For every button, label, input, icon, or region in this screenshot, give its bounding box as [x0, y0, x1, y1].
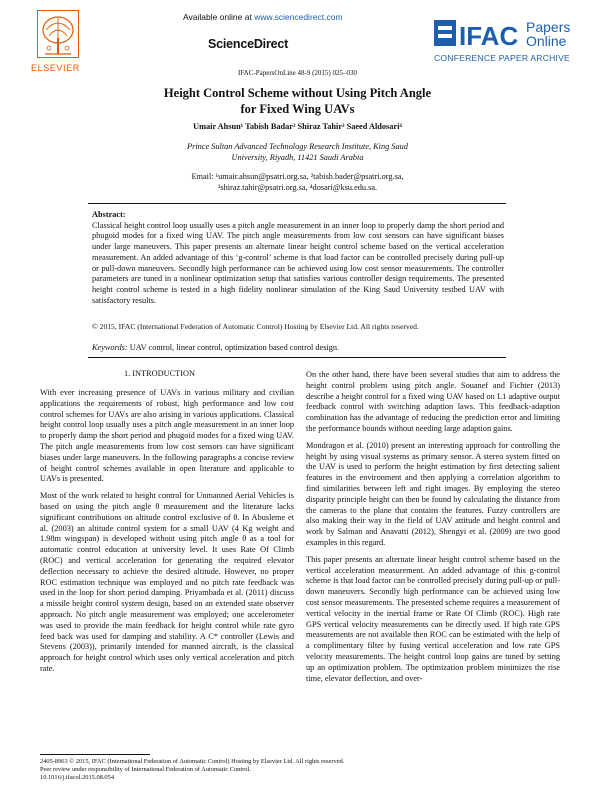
- footer-issn: 2405-8963 © 2015, IFAC (International Federation of Automatic Control) Hosting by Elsevier Ltd. All rights reserved.: [40, 758, 345, 765]
- abstract: [92, 210, 504, 306]
- papers-word: Papers: [526, 19, 571, 35]
- affiliation-line-1: Prince Sultan Advanced Technology Research Institute, King Saud: [187, 142, 408, 151]
- left-paragraph: Most of the work related to height control for Unmanned Aerial Vehicles is based on using the pitch angle θ measurement and the literature lacks significant contributions on altitude control exclusive of θ. In Abusleme et al. (2003) an altitude control system for a small UAV (4 Kg weight and 1.98m wingspan) is developed without using pitch angle θ as a tool for automatic control education at university level. It uses Rate Of Climb (ROC) and vertical acceleration for generating the required elevator deflection necessary to achieve the desired altitude. However, no proper ROC estimation technique was employed and no pitch rate feedback was used in the loop for short period damping. Priyambada et al. (2011) discuss a missile height control system design, based on an extended state observer approach. No pitch angle measurement was employed; one accelerometer was used to provide the main feedback for height control while rate gyro feed back was used for damping and stability. A C* controller (Lewis and Stevens (2003)), primarily intended for manned aircraft, is the classical approach for height control which uses only vertical acceleration and pitch rate.: [40, 491, 294, 673]
- paper-title: [0, 85, 595, 117]
- footer-rule: [40, 754, 150, 755]
- left-paragraph: With ever increasing presence of UAVs in various military and civilian applications the requirements of robust, high performance and low cost control schemes for UAVs are also arising in various applications. Classical height control loop usually uses a pitch angle measurement in an inner loop to properly damp the short period and phugoid modes for a fixed wing UAV. The pitch angle measurements from low cost sensors can have significant biases under large maneuvers. In the following paragraphs a concise review of height control schemes available in open literature and applicable to UAVs is presented.: [40, 388, 294, 484]
- footer: [40, 758, 344, 782]
- keywords-text: UAV control, linear control, optimization based control design.: [127, 343, 340, 352]
- online-word: Online: [526, 33, 567, 49]
- title-line-2: for Fixed Wing UAVs: [240, 102, 355, 116]
- keywords-label: Keywords:: [92, 343, 128, 352]
- footer-doi: 10.1016/j.ifacol.2015.08.054: [40, 774, 115, 781]
- abstract-top-rule: [88, 203, 506, 204]
- right-paragraph: This paper presents an alternate linear height control scheme based on the vertical acceleration measurement. An added advantage of this g-control scheme is that load factor can be controlled precisely during pull-up or pull-down maneuvers. Secondly high performance can be achieved using low cost sensor measurements. The presented scheme requires a measurement of vertical velocity in the inertial frame or Rate Of Climb (ROC). High rate GPS vertical velocity measurements can be directly used. If high rate GPS measurements are not available then ROC can be estimated with the help of a complimentary filter by fusing vertical acceleration and low rate GPS velocity measurements. The height control loop gains are tuned by setting up an optimization problem. The optimization problem minimizes the rise time, elevator deflection, and over-: [306, 554, 560, 683]
- right-paragraph: Mondragon et al. (2010) present an interesting approach for controlling the height by using visual systems as primary sensor. A stereo system fitted on the UAV is used to perform the height estimation by first detecting salient features in the environment and then applying a correlation algorithm to find similarities between left and right images. By employing the stereo disparity principle height can then be found by calculating the distance from the cameras to the plane that contains the features. Fuzzy controllers are also making their way in the field of UAV attitude and height control and work by Salman and Anavatti (2012), Shengyi et al. (2009) are two good examples in this regard.: [306, 440, 560, 547]
- right-column: [306, 370, 560, 690]
- email-line-1: Email: ¹umair.ahsun@psatri.org.sa, ²tabish.bader@psatri.org.sa,: [191, 172, 404, 181]
- author-emails: [0, 171, 595, 193]
- ifac-word: IFAC: [459, 21, 519, 51]
- abstract-copyright: © 2015, IFAC (International Federation of Automatic Control) Hosting by Elsevier Ltd. All rights reserved.: [92, 322, 419, 331]
- title-line-1: Height Control Scheme without Using Pitch Angle: [163, 86, 432, 100]
- abstract-bottom-rule: [88, 357, 506, 358]
- availability-prefix: Available online at: [183, 12, 255, 22]
- sciencedirect-wordmark: ScienceDirect: [208, 37, 289, 51]
- affiliation-line-2: University, Riyadh, 11421 Saudi Arabia: [231, 153, 364, 162]
- section-heading-introduction: 1. INTRODUCTION: [124, 369, 195, 378]
- journal-reference: IFAC-PapersOnLine 48-9 (2015) 025–030: [237, 69, 358, 77]
- affiliation: [0, 141, 595, 163]
- elsevier-tree-logo: [37, 10, 79, 58]
- ifac-papersonline-logo: [434, 14, 574, 66]
- sciencedirect-url-link[interactable]: www.sciencedirect.com: [254, 12, 343, 22]
- conference-archive-text: CONFERENCE PAPER ARCHIVE: [434, 53, 570, 63]
- abstract-label: Abstract:: [92, 210, 126, 219]
- abstract-text: Classical height control loop usually uses a pitch angle measurement in an inner loop to properly damp the short period and phugoid modes for a fixed wing UAV. The pitch angle measurements from low cost sensors can have significant biases under large maneuvers. This paper presents an alternate linear height control scheme based on the vertical acceleration measurement. An added advantage of this ‘g-control’ scheme is that load factor can be controlled precisely during pull-up or pull-down maneuvers. Secondly high performance can be achieved using low cost sensor measurements. The controller parameters are tuned in a nonlinear optimization setup that satisfies various controller design requirements. The presented height control scheme is tested in a high fidelity nonlinear simulation of the King Saud University testbed UAV with satisfactory results.: [92, 220, 504, 305]
- email-line-2: ³shiraz.tahir@psatri.org.sa, ⁴dosari@ksu.edu.sa.: [217, 183, 378, 192]
- availability-note: [183, 12, 343, 22]
- footer-peer-review: Peer review under responsibility of International Federation of Automatic Control.: [40, 766, 251, 773]
- author-list: Umair Ahsun¹ Tabish Badar² Shiraz Tahir³ Saeed Aldosari⁴: [193, 122, 402, 131]
- elsevier-wordmark: ELSEVIER: [31, 63, 80, 73]
- left-column: [40, 388, 294, 681]
- keywords: [92, 343, 504, 352]
- right-paragraph: On the other hand, there have been several studies that aim to address the height control problem using pitch angle. Souanef and Fichter (2013) describe a height control for a fixed wing UAV based on L1 adaptive output feedback control with switching adaption laws. This feedback-adaption combination has the advantage of reducing the prediction error and limiting the performance bounds without needing large adaption gains.: [306, 370, 560, 433]
